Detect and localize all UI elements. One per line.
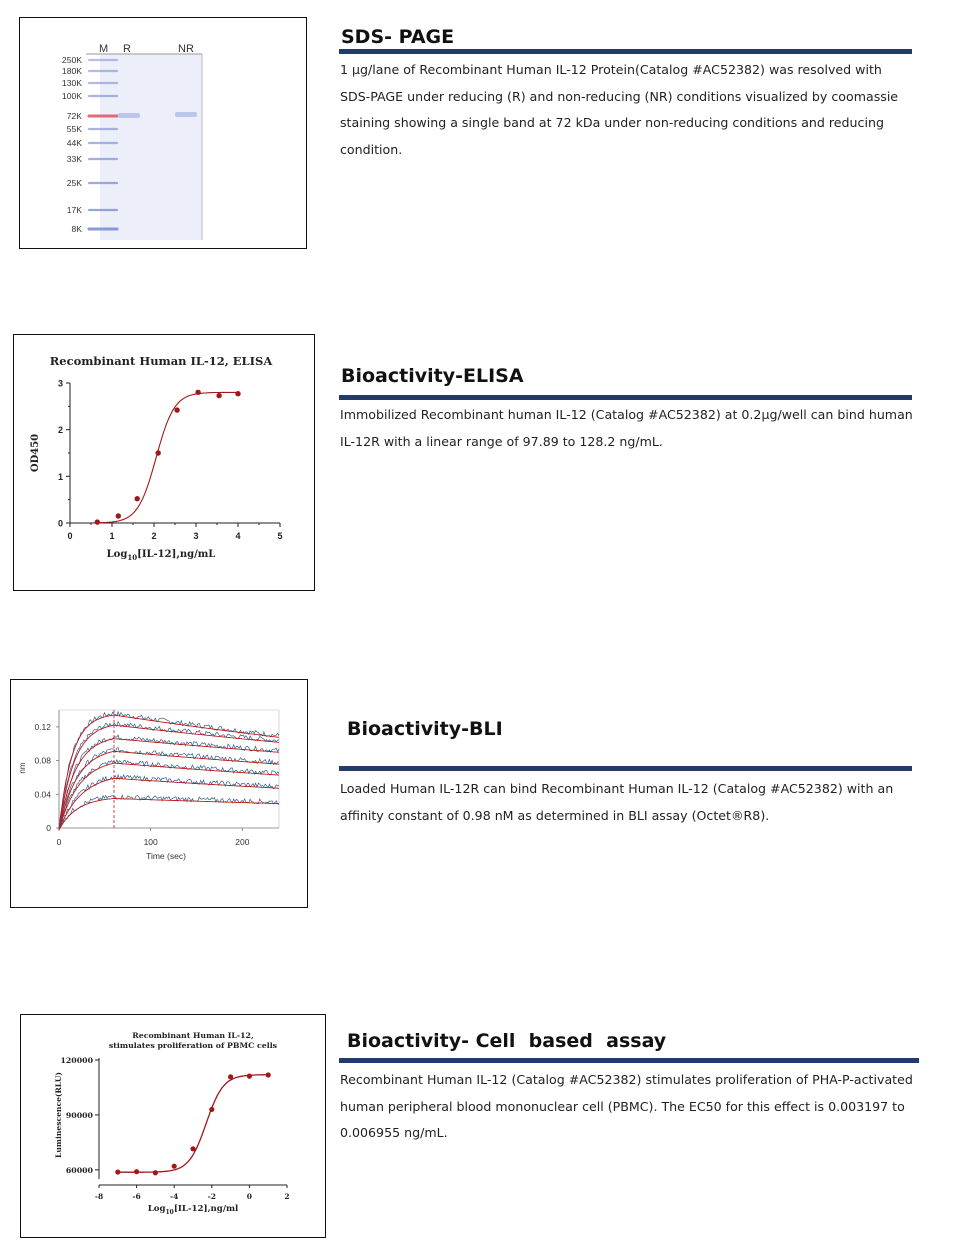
bli-title: Bioactivity-BLI (347, 718, 503, 740)
cell-y-tick-label: 90000 (65, 1110, 93, 1120)
elisa-chart-svg (14, 335, 316, 592)
elisa-x-tick-label: 0 (67, 531, 73, 541)
band-reducing-72k (118, 113, 140, 118)
bli-x-tick-label: 200 (235, 837, 250, 847)
cell-x-tick-label: 0 (246, 1192, 253, 1201)
cell-y-axis-label: Luminescence(RLU) (54, 1072, 63, 1158)
elisa-x-label-prefix: Log (106, 549, 128, 560)
band-nonreducing-72k (175, 112, 197, 117)
cell-data-point (190, 1146, 195, 1151)
cell-x-tick-label: -2 (207, 1192, 216, 1201)
cell-assay-description: Recombinant Human IL-12 (Catalog #AC52382) stimulates proliferation of PHA-P-activated human peripheral blood mononuclear cell (PBMC). The EC50 for this effect is 0.003197 to 0.006955 ng/mL. (340, 1072, 913, 1140)
bli-fit-curve-c7 (59, 799, 279, 830)
bli-fit-curve-c6 (59, 778, 279, 829)
elisa-data-point (174, 407, 179, 412)
cell-x-label-sub: 10 (165, 1209, 174, 1216)
cell-assay-rule (339, 1058, 919, 1063)
elisa-x-label-sub: 10 (127, 553, 138, 562)
bli-raw-trace-c2 (59, 722, 279, 829)
bli-raw-trace-c1 (59, 712, 279, 828)
lane-label-r: R (123, 43, 131, 55)
elisa-data-point (195, 390, 200, 395)
cell-data-point (266, 1072, 271, 1077)
marker-label-130k: 130K (61, 78, 82, 88)
elisa-y-tick-label: 2 (57, 425, 63, 436)
cell-data-point (228, 1074, 233, 1079)
elisa-data-point (95, 519, 100, 524)
cell-x-label-prefix: Log (147, 1204, 166, 1214)
bli-description: Loaded Human IL-12R can bind Recombinant Human IL-12 (Catalog #AC52382) with an affinity constant of 0.98 nM as determined in BLI assay (Octet®R8). (340, 781, 894, 823)
cell-data-point (134, 1169, 139, 1174)
cell-x-axis-label (148, 1204, 239, 1216)
elisa-y-tick-label: 3 (57, 378, 63, 389)
marker-label-180k: 180K (61, 66, 82, 76)
cell-x-tick-label: -8 (94, 1192, 104, 1201)
elisa-x-tick-label: 5 (277, 531, 283, 541)
cell-y-tick-label: 60000 (65, 1165, 93, 1175)
bli-fit-curve-c3 (59, 739, 279, 830)
elisa-y-tick-label: 0 (57, 518, 63, 529)
marker-label-17k: 17K (66, 205, 82, 215)
bli-x-axis-label: Time (sec) (146, 851, 186, 861)
sds-page-rule (339, 49, 912, 54)
cell-chart-title-line1: Recombinant Human IL-12, (132, 1031, 254, 1040)
elisa-data-point (135, 496, 140, 501)
bli-y-tick-label: 0.04 (34, 789, 51, 800)
cell-x-label-suffix: [IL-12],ng/ml (173, 1204, 239, 1214)
bli-y-tick-label: 0.12 (34, 721, 51, 732)
elisa-data-point (235, 391, 240, 396)
bli-raw-trace-c5 (59, 760, 279, 829)
marker-label-72k: 72K (66, 111, 82, 121)
bli-y-axis-label: nm (18, 762, 27, 774)
cell-assay-figure (20, 1014, 326, 1238)
bli-x-tick-label: 0 (56, 837, 62, 847)
cell-x-tick-label: -4 (170, 1192, 179, 1201)
marker-label-250k: 250K (61, 55, 82, 65)
lane-label-nr: NR (178, 43, 194, 55)
marker-label-8k: 8K (71, 224, 82, 234)
cell-y-tick-label: 120000 (60, 1056, 93, 1065)
elisa-y-axis-label: OD450 (30, 433, 41, 473)
sds-page-title: SDS- PAGE (341, 26, 455, 48)
elisa-x-tick-label: 3 (193, 531, 199, 541)
bli-y-tick-label: 0.08 (34, 755, 51, 766)
elisa-figure (13, 334, 315, 591)
bli-x-tick-label: 100 (143, 837, 158, 847)
lane-label-m: M (99, 43, 109, 55)
elisa-x-tick-label: 2 (151, 531, 157, 541)
cell-assay-chart-svg (21, 1015, 327, 1239)
cell-data-point (247, 1074, 252, 1079)
cell-data-point (115, 1169, 120, 1174)
bli-figure (10, 679, 308, 908)
marker-label-100k: 100K (61, 91, 82, 101)
elisa-y-tick-label: 1 (57, 471, 63, 482)
cell-fit-curve (118, 1075, 268, 1173)
elisa-x-axis-label (107, 549, 216, 562)
cell-x-tick-label: -6 (132, 1192, 141, 1201)
elisa-x-tick-label: 1 (109, 531, 115, 541)
sds-page-description: 1 µg/lane of Recombinant Human IL-12 Protein(Catalog #AC52382) was resolved with SDS-PAGE under reducing (R) and non-reducing (NR) conditions visualized by coomassie staining showing a single band at 72 kDa under non-reducing conditions and reducing condition. (340, 62, 899, 157)
cell-assay-title: Bioactivity- Cell based assay (347, 1030, 667, 1052)
marker-label-25k: 25K (66, 178, 82, 188)
elisa-fit-curve (93, 392, 240, 523)
cell-chart-title-line2: stimulates proliferation of PBMC cells (108, 1041, 278, 1050)
cell-data-point (172, 1164, 177, 1169)
cell-data-point (209, 1107, 214, 1112)
elisa-x-tick-label: 4 (235, 531, 241, 541)
elisa-description: Immobilized Recombinant human IL-12 (Catalog #AC52382) at 0.2μg/well can bind human IL-12R with a linear range of 97.89 to 128.2 ng/mL. (340, 407, 913, 449)
marker-label-33k: 33K (66, 154, 82, 164)
cell-data-point (153, 1170, 158, 1175)
elisa-data-point (116, 513, 121, 518)
elisa-data-point (156, 450, 161, 455)
elisa-title: Bioactivity-ELISA (341, 365, 524, 387)
elisa-x-label-suffix: [IL-12],ng/mL (137, 549, 216, 560)
marker-label-44k: 44K (66, 138, 82, 148)
elisa-chart-title: Recombinant Human IL-12, ELISA (49, 354, 273, 368)
cell-x-tick-label: 2 (284, 1192, 290, 1201)
elisa-data-point (216, 393, 221, 398)
bli-fit-curve-c4 (59, 751, 279, 829)
bli-y-tick-label: 0 (46, 823, 51, 833)
marker-label-55k: 55K (66, 124, 82, 134)
bli-rule (339, 766, 912, 771)
elisa-rule (339, 395, 912, 400)
sds-page-figure (19, 17, 307, 249)
sds-gel-svg (20, 18, 308, 250)
bli-chart-svg (11, 680, 309, 909)
